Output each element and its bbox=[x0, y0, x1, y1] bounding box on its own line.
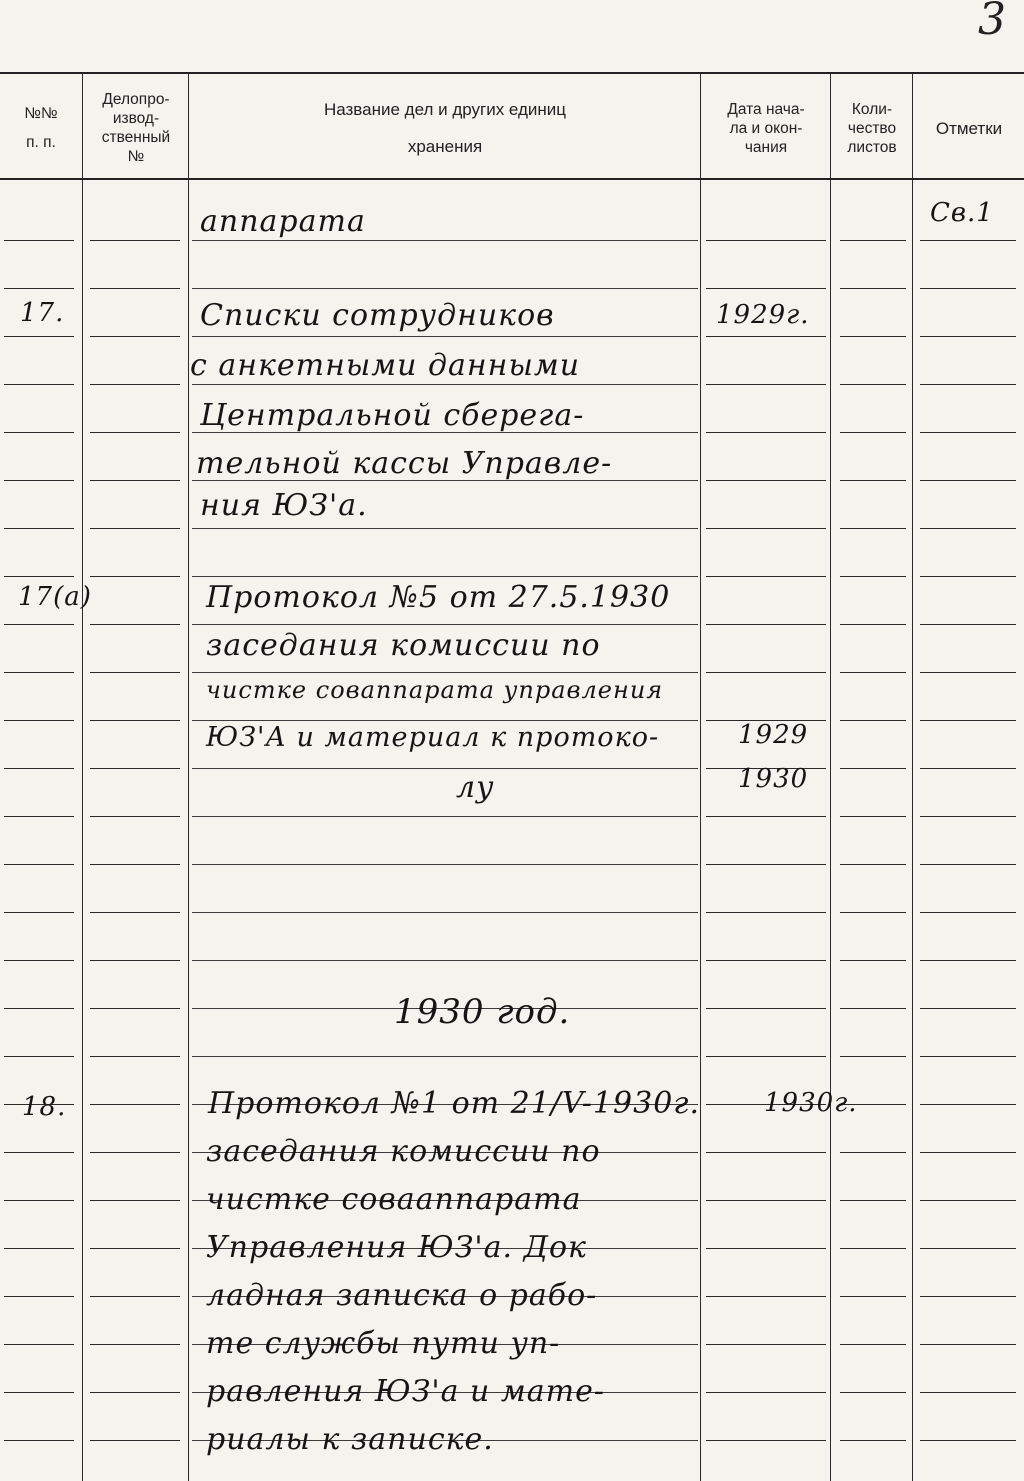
column-tick bbox=[706, 912, 826, 913]
column-tick bbox=[706, 1056, 826, 1057]
column-tick bbox=[90, 1152, 180, 1153]
column-tick bbox=[90, 672, 180, 673]
column-tick bbox=[840, 384, 906, 385]
column-tick bbox=[840, 624, 906, 625]
column-tick bbox=[4, 1008, 74, 1009]
column-tick bbox=[920, 1344, 1016, 1345]
entry-title-line: Протокол №1 от 21/V-1930г. bbox=[208, 1086, 700, 1121]
column-tick bbox=[706, 1392, 826, 1393]
entry-title-line: чистке совааппарата bbox=[206, 1182, 582, 1217]
year-heading: 1930 год. bbox=[394, 992, 571, 1032]
column-tick bbox=[706, 672, 826, 673]
column-tick bbox=[840, 1008, 906, 1009]
column-tick bbox=[90, 816, 180, 817]
column-tick bbox=[4, 624, 74, 625]
column-divider bbox=[912, 74, 913, 1481]
entry-title-line: Управления ЮЗ'а. Док bbox=[206, 1230, 587, 1265]
entry-date: 1930г. bbox=[764, 1088, 858, 1118]
column-tick bbox=[90, 1344, 180, 1345]
column-tick bbox=[90, 720, 180, 721]
column-tick bbox=[4, 240, 74, 241]
column-tick bbox=[90, 432, 180, 433]
column-tick bbox=[90, 240, 180, 241]
column-tick bbox=[4, 1056, 74, 1057]
ruled-line bbox=[192, 288, 698, 289]
entry-date: 1929г. bbox=[716, 300, 810, 330]
column-tick bbox=[90, 1440, 180, 1441]
entry-title-line: заседания комиссии по bbox=[206, 1134, 601, 1169]
entry-title-line: Центральной сберега- bbox=[200, 398, 585, 433]
column-tick bbox=[706, 240, 826, 241]
column-tick bbox=[920, 1056, 1016, 1057]
column-tick bbox=[920, 336, 1016, 337]
column-tick bbox=[4, 480, 74, 481]
ruled-line bbox=[192, 624, 698, 625]
column-tick bbox=[90, 768, 180, 769]
column-tick bbox=[840, 240, 906, 241]
column-tick bbox=[920, 1440, 1016, 1441]
column-divider bbox=[82, 74, 83, 1481]
entry-date-start: 1929 bbox=[738, 720, 809, 750]
entry-title-line: аппарата bbox=[200, 204, 366, 239]
column-tick bbox=[920, 1392, 1016, 1393]
column-tick bbox=[706, 1296, 826, 1297]
column-tick bbox=[920, 432, 1016, 433]
column-divider bbox=[700, 74, 701, 1481]
column-tick bbox=[920, 384, 1016, 385]
entry-title-line: ЮЗ'А и материал к протоко- bbox=[206, 722, 660, 753]
column-tick bbox=[920, 624, 1016, 625]
header-title: Название дел и других единиц хранения bbox=[323, 100, 567, 156]
column-tick bbox=[840, 816, 906, 817]
column-tick bbox=[4, 288, 74, 289]
entry-title-line: ния ЮЗ'а. bbox=[200, 488, 368, 523]
column-tick bbox=[706, 576, 826, 577]
column-tick bbox=[920, 1296, 1016, 1297]
column-tick bbox=[90, 1104, 180, 1105]
column-tick bbox=[840, 960, 906, 961]
column-tick bbox=[4, 1200, 74, 1201]
column-tick bbox=[4, 960, 74, 961]
column-tick bbox=[706, 1152, 826, 1153]
column-tick bbox=[90, 336, 180, 337]
column-tick bbox=[706, 1008, 826, 1009]
column-tick bbox=[706, 528, 826, 529]
column-tick bbox=[840, 912, 906, 913]
column-tick bbox=[706, 624, 826, 625]
ruled-line bbox=[192, 672, 698, 673]
column-tick bbox=[706, 1440, 826, 1441]
column-tick bbox=[4, 432, 74, 433]
ruled-line bbox=[192, 240, 698, 241]
column-tick bbox=[4, 720, 74, 721]
column-tick bbox=[840, 1440, 906, 1441]
column-tick bbox=[706, 384, 826, 385]
column-tick bbox=[90, 1200, 180, 1201]
column-tick bbox=[706, 432, 826, 433]
column-tick bbox=[4, 528, 74, 529]
column-tick bbox=[920, 864, 1016, 865]
column-tick bbox=[920, 480, 1016, 481]
column-tick bbox=[920, 1248, 1016, 1249]
column-tick bbox=[4, 384, 74, 385]
column-tick bbox=[706, 1248, 826, 1249]
column-tick bbox=[90, 1248, 180, 1249]
column-tick bbox=[4, 1392, 74, 1393]
column-tick bbox=[840, 1296, 906, 1297]
ruled-line bbox=[192, 1056, 698, 1057]
entry-title-line: с анкетными данными bbox=[190, 348, 581, 383]
ruled-line bbox=[192, 336, 698, 337]
ruled-line bbox=[192, 912, 698, 913]
column-tick bbox=[90, 1392, 180, 1393]
column-tick bbox=[706, 1200, 826, 1201]
column-tick bbox=[4, 1296, 74, 1297]
entry-number: 17(а) bbox=[18, 582, 92, 612]
column-tick bbox=[920, 960, 1016, 961]
entry-title-line: тельной кассы Управле- bbox=[196, 446, 613, 481]
column-tick bbox=[920, 1008, 1016, 1009]
header-num: №№ п. п. bbox=[24, 105, 58, 151]
column-tick bbox=[4, 864, 74, 865]
column-tick bbox=[90, 912, 180, 913]
entry-title-line: лу bbox=[456, 770, 495, 805]
column-tick bbox=[840, 864, 906, 865]
header-office-number: Делопро- извод- ственный № bbox=[101, 91, 171, 165]
entry-title-line: риалы к записке. bbox=[206, 1422, 494, 1457]
entry-number: 18. bbox=[22, 1092, 67, 1122]
entry-note: Св.1 bbox=[930, 198, 994, 228]
entry-title-line: ладная записка о рабо- bbox=[206, 1278, 598, 1313]
ruled-line bbox=[192, 864, 698, 865]
column-tick bbox=[920, 1152, 1016, 1153]
ruled-line bbox=[192, 528, 698, 529]
column-tick bbox=[920, 1104, 1016, 1105]
column-tick bbox=[840, 528, 906, 529]
column-tick bbox=[4, 912, 74, 913]
entry-title-line: чистке соваппарата управления bbox=[206, 676, 664, 704]
column-tick bbox=[840, 672, 906, 673]
column-tick bbox=[706, 1344, 826, 1345]
column-tick bbox=[840, 432, 906, 433]
column-tick bbox=[90, 288, 180, 289]
page-number: 3 bbox=[978, 0, 1006, 45]
column-tick bbox=[4, 768, 74, 769]
ruled-line bbox=[192, 816, 698, 817]
entry-title-line: Списки сотрудников bbox=[200, 298, 555, 333]
column-tick bbox=[90, 960, 180, 961]
column-tick bbox=[4, 1440, 74, 1441]
column-tick bbox=[840, 336, 906, 337]
column-tick bbox=[920, 1200, 1016, 1201]
column-tick bbox=[920, 816, 1016, 817]
column-tick bbox=[90, 624, 180, 625]
column-tick bbox=[840, 768, 906, 769]
header-bottom-border bbox=[0, 178, 1024, 180]
column-tick bbox=[920, 768, 1016, 769]
column-tick bbox=[840, 480, 906, 481]
column-tick bbox=[90, 528, 180, 529]
entry-date-end: 1930 bbox=[738, 764, 809, 794]
entry-title-line: Протокол №5 от 27.5.1930 bbox=[206, 580, 671, 615]
column-tick bbox=[4, 816, 74, 817]
column-tick bbox=[4, 1152, 74, 1153]
column-tick bbox=[4, 672, 74, 673]
column-tick bbox=[4, 576, 74, 577]
column-tick bbox=[920, 672, 1016, 673]
column-tick bbox=[4, 1248, 74, 1249]
ruled-line bbox=[192, 960, 698, 961]
column-tick bbox=[840, 720, 906, 721]
column-tick bbox=[706, 864, 826, 865]
entry-title-line: заседания комиссии по bbox=[206, 628, 601, 663]
header-notes: Отметки bbox=[935, 118, 1003, 138]
column-tick bbox=[706, 336, 826, 337]
ruled-line bbox=[192, 384, 698, 385]
column-tick bbox=[920, 288, 1016, 289]
table-top-border bbox=[0, 72, 1024, 74]
header-dates: Дата нача- ла и окон- чания bbox=[727, 100, 805, 156]
column-tick bbox=[90, 480, 180, 481]
column-tick bbox=[840, 576, 906, 577]
column-divider bbox=[188, 74, 189, 1481]
entry-title-line: те службы пути уп- bbox=[206, 1326, 561, 1361]
ledger-table bbox=[0, 62, 1024, 1481]
column-tick bbox=[90, 1008, 180, 1009]
column-tick bbox=[840, 288, 906, 289]
column-tick bbox=[706, 480, 826, 481]
column-tick bbox=[840, 1056, 906, 1057]
column-tick bbox=[706, 960, 826, 961]
column-tick bbox=[920, 576, 1016, 577]
column-tick bbox=[4, 336, 74, 337]
column-tick bbox=[920, 528, 1016, 529]
column-tick bbox=[90, 384, 180, 385]
column-tick bbox=[706, 288, 826, 289]
column-tick bbox=[90, 576, 180, 577]
column-tick bbox=[4, 1344, 74, 1345]
column-tick bbox=[706, 816, 826, 817]
column-tick bbox=[920, 720, 1016, 721]
column-tick bbox=[840, 1200, 906, 1201]
column-tick bbox=[920, 912, 1016, 913]
column-tick bbox=[840, 1152, 906, 1153]
ruled-line bbox=[192, 720, 698, 721]
column-tick bbox=[90, 864, 180, 865]
column-tick bbox=[90, 1056, 180, 1057]
column-tick bbox=[840, 1248, 906, 1249]
column-divider bbox=[830, 74, 831, 1481]
entry-number: 17. bbox=[20, 298, 65, 328]
ruled-line bbox=[192, 768, 698, 769]
column-tick bbox=[840, 1392, 906, 1393]
column-tick bbox=[90, 1296, 180, 1297]
header-sheet-count: Коли- чество листов bbox=[847, 100, 897, 156]
ruled-line bbox=[192, 576, 698, 577]
entry-title-line: равления ЮЗ'а и мате- bbox=[206, 1374, 606, 1409]
column-tick bbox=[920, 240, 1016, 241]
column-tick bbox=[840, 1344, 906, 1345]
